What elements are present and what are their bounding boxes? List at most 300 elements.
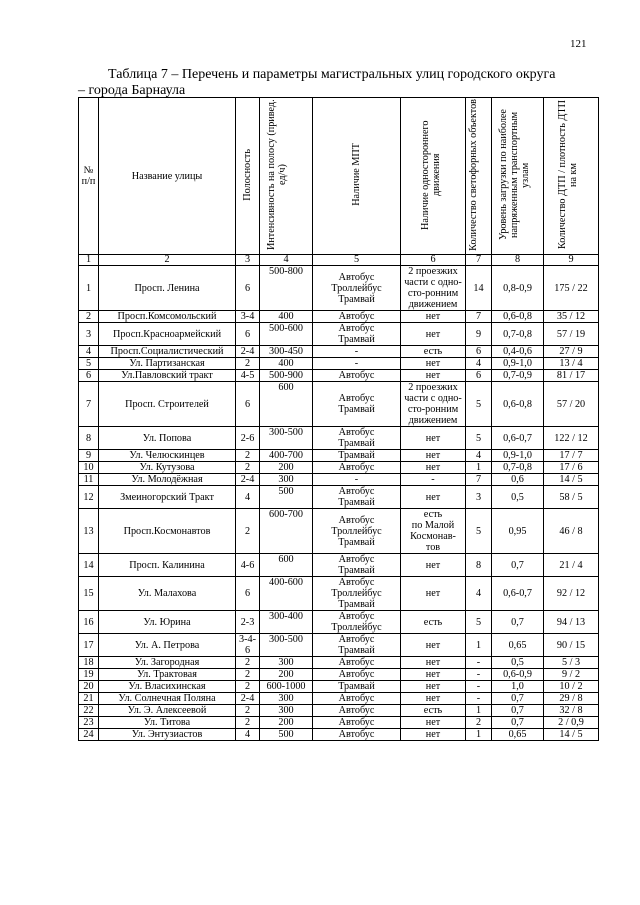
mpt-value-line: Автобус [338,693,375,704]
load-level-value: 0,7 [492,611,544,634]
mpt-value [313,681,401,693]
oneway-value [401,266,466,311]
intensity-value: 600 [260,382,313,427]
oneway-value [401,509,466,554]
intensity-value: 300 [260,705,313,717]
load-level-value: 0,7-0,8 [492,323,544,346]
oneway-value-line: нет [425,588,441,599]
mpt-value-line: Троллейбус [331,525,382,537]
lanes-value: 3-4 [236,311,260,323]
header-traffic-lights-label: Количество светофорных объектов [468,98,479,251]
lanes-value: 2-6 [236,427,260,450]
oneway-value-line: нет [425,639,441,651]
street-name: Ул. А. Петрова [99,634,236,657]
dtp-value: 58 / 5 [544,486,599,509]
oneway-value-line: 2 проезжих [408,382,458,393]
mpt-value-line: Троллейбус [331,622,382,633]
oneway-value-line: сто-ронним [407,288,459,299]
dtp-value: 10 / 2 [544,681,599,693]
mpt-value-line: Автобус [338,323,375,334]
oneway-value-line: нет [425,328,441,340]
row-number: 10 [79,462,99,474]
oneway-value-line: - [431,474,435,485]
oneway-value-line: нет [425,729,441,740]
oneway-value-line: нет [425,311,441,322]
dtp-value: 92 / 12 [544,577,599,611]
intensity-value: 300-500 [260,634,313,657]
header-dtp-label: Количество ДТП / плотность ДТП на км [557,100,579,249]
table-row [79,554,599,577]
load-level-value: 0,6-0,7 [492,577,544,611]
header-traffic-lights [466,98,492,255]
intensity-value: 400-600 [260,577,313,611]
table-row [79,450,599,462]
intensity-value: 500 [260,486,313,509]
traffic-lights-value: 2 [466,717,492,729]
oneway-value-line: нет [425,370,441,381]
street-name: Ул. Попова [99,427,236,450]
mpt-value-line: Трамвай [338,536,375,548]
lanes-value: 6 [236,382,260,427]
oneway-value [401,323,466,346]
load-level-value: 0,9-1,0 [492,358,544,370]
mpt-value [313,693,401,705]
mpt-value [313,346,401,358]
dtp-value: 27 / 9 [544,346,599,358]
oneway-value-line: нет [425,717,441,728]
mpt-value-line: Трамвай [338,645,375,656]
mpt-value [313,450,401,462]
load-level-value: 0,6-0,8 [492,382,544,427]
column-number: 6 [401,255,466,266]
mpt-value [313,509,401,554]
mpt-value-line: Автобус [338,577,375,588]
dtp-value: 175 / 22 [544,266,599,311]
mpt-value [313,729,401,741]
oneway-value-line: есть [423,509,443,520]
lanes-value: 6 [236,266,260,311]
dtp-value: 14 / 5 [544,729,599,741]
mpt-value [313,474,401,486]
header-oneway-label: Наличие одностороннего движения [420,119,442,230]
intensity-value: 600-700 [260,509,313,554]
street-name: Ул. Партизанская [99,358,236,370]
table-row [79,509,599,554]
oneway-value [401,681,466,693]
street-name: Ул. Загородная [99,657,236,669]
table-row [79,266,599,311]
mpt-value-line: Троллейбус [331,588,382,599]
lanes-value: 2 [236,681,260,693]
row-number: 16 [79,611,99,634]
table-row [79,705,599,717]
load-level-value: 0,65 [492,634,544,657]
oneway-value-line: нет [425,657,441,668]
row-number: 1 [79,266,99,311]
column-number: 9 [544,255,599,266]
table-row [79,657,599,669]
table-row [79,462,599,474]
oneway-value [401,634,466,657]
row-number: 7 [79,382,99,427]
row-number: 17 [79,634,99,657]
table-body [79,266,599,741]
lanes-value: 6 [236,577,260,611]
oneway-value-line: нет [425,681,441,692]
table-row [79,370,599,382]
column-number: 1 [79,255,99,266]
load-level-value: 0,9-1,0 [492,450,544,462]
oneway-value-line: есть [423,616,443,628]
street-name: Ул. Кутузова [99,462,236,474]
oneway-value-line: 2 проезжих [408,266,458,277]
lanes-value: 2-3 [236,611,260,634]
dtp-value: 2 / 0,9 [544,717,599,729]
street-name: Ул. Титова [99,717,236,729]
mpt-value-line: Трамвай [338,565,375,576]
dtp-value: 81 / 17 [544,370,599,382]
lanes-value: 2 [236,717,260,729]
load-level-value: 0,7-0,8 [492,462,544,474]
oneway-value [401,311,466,323]
lanes-value: 2-4 [236,693,260,705]
row-number: 22 [79,705,99,717]
row-number: 23 [79,717,99,729]
row-number: 13 [79,509,99,554]
intensity-value: 500-600 [260,323,313,346]
lanes-value: 6 [236,323,260,346]
mpt-value [313,382,401,427]
mpt-value [313,657,401,669]
mpt-value-line: Автобус [338,311,375,322]
traffic-lights-value: 7 [466,474,492,486]
table-row [79,323,599,346]
oneway-value-line: сто-ронним [407,404,459,415]
intensity-value: 400 [260,311,313,323]
lanes-value: 4-6 [236,554,260,577]
lanes-value: 3-4-6 [236,634,260,657]
table-row [79,634,599,657]
lanes-value: 4 [236,486,260,509]
intensity-value: 400 [260,358,313,370]
mpt-value-line: Трамвай [338,599,375,610]
load-level-value: 0,6-0,7 [492,427,544,450]
dtp-value: 14 / 5 [544,474,599,486]
mpt-value [313,370,401,382]
intensity-value: 600-1000 [260,681,313,693]
mpt-value-line: Автобус [338,634,375,645]
lanes-value: 2 [236,358,260,370]
load-level-value: 0,95 [492,509,544,554]
header-number-label: № п/п [81,165,96,187]
oneway-value [401,717,466,729]
mpt-value [313,717,401,729]
row-number: 15 [79,577,99,611]
title-line-1: Таблица 7 – Перечень и параметры магистральных улиц городского округа [108,67,556,82]
lanes-value: 2 [236,462,260,474]
mpt-value-line: Автобус [338,514,375,526]
column-number: 8 [492,255,544,266]
mpt-value-line: - [354,474,359,485]
mpt-value-line: Трамвай [338,450,375,461]
street-name: Просп. Строителей [99,382,236,427]
header-dtp [544,98,599,255]
oneway-value [401,705,466,717]
load-level-value: 0,65 [492,729,544,741]
street-name: Просп. Калинина [99,554,236,577]
dtp-value: 122 / 12 [544,427,599,450]
dtp-value: 21 / 4 [544,554,599,577]
oneway-value [401,346,466,358]
oneway-value-line: есть [423,346,443,357]
table-row [79,346,599,358]
street-name: Ул. Молодёжная [99,474,236,486]
mpt-value-line: Автобус [338,705,375,716]
lanes-value: 2-4 [236,474,260,486]
load-level-value: 0,7 [492,705,544,717]
oneway-value [401,729,466,741]
load-level-value: 0,7 [492,554,544,577]
oneway-value-line: есть [423,705,443,716]
mpt-value-line: - [354,346,359,357]
oneway-value [401,370,466,382]
street-name: Просп.Социалистический [99,346,236,358]
oneway-value-line: нет [425,450,441,461]
oneway-value-line: по Малой [411,520,455,531]
header-lanes [236,98,260,255]
street-name: Просп.Красноармейский [99,323,236,346]
header-oneway [401,98,466,255]
oneway-value [401,474,466,486]
mpt-value-line: Автобус [338,427,375,438]
header-intensity-label: Интенсивность на полосу (привед. ед/ч) [266,99,288,250]
header-load-level-label: Уровень загрузки по наиболее напряженным транспортным узлам [497,109,531,240]
mpt-value [313,427,401,450]
street-name: Просп.Космонавтов [99,509,236,554]
mpt-value-line: Автобус [338,393,375,404]
mpt-value-line: Автобус [338,717,375,728]
mpt-value-line: Автобус [338,271,375,283]
mpt-value [313,462,401,474]
header-lanes-label: Полосность [242,148,253,201]
load-level-value: 0,6-0,8 [492,311,544,323]
oneway-value [401,657,466,669]
mpt-value-line: Автобус [338,554,375,565]
traffic-lights-value: - [466,657,492,669]
row-number: 21 [79,693,99,705]
mpt-value-line: Трамвай [338,438,375,449]
mpt-value-line: Автобус [338,370,375,381]
column-number: 5 [313,255,401,266]
mpt-value [313,266,401,311]
lanes-value: 2 [236,657,260,669]
table-row [79,717,599,729]
oneway-value-line: Космонав- [410,531,456,542]
mpt-value [313,705,401,717]
table-row [79,693,599,705]
street-name: Просп. Ленина [99,266,236,311]
table-row [79,669,599,681]
oneway-value-line: нет [425,358,441,369]
traffic-lights-value: 3 [466,486,492,509]
table-row [79,358,599,370]
load-level-value: 0,5 [492,657,544,669]
table-title [78,67,598,99]
oneway-value [401,554,466,577]
intensity-value: 300 [260,657,313,669]
table-row [79,577,599,611]
traffic-lights-value: - [466,693,492,705]
intensity-value: 200 [260,462,313,474]
oneway-value [401,462,466,474]
dtp-value: 32 / 8 [544,705,599,717]
mpt-value [313,486,401,509]
street-name: Ул. Солнечная Поляна [99,693,236,705]
mpt-value-line: Трамвай [338,497,375,508]
row-number: 4 [79,346,99,358]
mpt-value [313,358,401,370]
dtp-value: 17 / 6 [544,462,599,474]
street-name: Ул. Челюскинцев [99,450,236,462]
lanes-value: 2 [236,450,260,462]
mpt-value-line: - [354,358,359,369]
mpt-value-line: Трамвай [338,404,375,415]
row-number: 11 [79,474,99,486]
intensity-value: 300-500 [260,427,313,450]
mpt-value-line: Автобус [338,462,375,473]
oneway-value-line: нет [425,491,441,503]
oneway-value [401,693,466,705]
dtp-value: 57 / 19 [544,323,599,346]
traffic-lights-value: 6 [466,346,492,358]
header-mpt-label: Наличие МПТ [351,143,362,206]
oneway-value-line: части с одно- [404,393,462,404]
street-name: Ул.Павловский тракт [99,370,236,382]
mpt-value [313,634,401,657]
oneway-value-line: нет [425,693,441,704]
oneway-value-line: движением [408,415,458,426]
traffic-lights-value: 5 [466,611,492,634]
load-level-value: 0,6 [492,474,544,486]
oneway-value [401,427,466,450]
column-number: 7 [466,255,492,266]
oneway-value [401,358,466,370]
mpt-value [313,311,401,323]
mpt-value [313,577,401,611]
row-number: 19 [79,669,99,681]
column-number: 2 [99,255,236,266]
street-name: Змеиногорский Тракт [99,486,236,509]
traffic-lights-value: - [466,681,492,693]
oneway-value-line: нет [425,669,441,680]
oneway-value [401,450,466,462]
mpt-value [313,554,401,577]
mpt-value-line: Трамвай [338,334,375,345]
traffic-lights-value: - [466,669,492,681]
traffic-lights-value: 5 [466,427,492,450]
intensity-value: 400-700 [260,450,313,462]
intensity-value: 600 [260,554,313,577]
table-row [79,311,599,323]
header-intensity [260,98,313,255]
traffic-lights-value: 9 [466,323,492,346]
header-mpt [313,98,401,255]
mpt-value [313,611,401,634]
lanes-value: 2 [236,669,260,681]
table-row [79,486,599,509]
lanes-value: 4-5 [236,370,260,382]
row-number: 14 [79,554,99,577]
table-row [79,729,599,741]
lanes-value: 2 [236,705,260,717]
traffic-lights-value: 14 [466,266,492,311]
street-name: Ул. Э. Алексеевой [99,705,236,717]
header-street-name [99,98,236,255]
mpt-value-line: Троллейбус [331,282,382,294]
row-number: 6 [79,370,99,382]
load-level-value: 0,5 [492,486,544,509]
title-line-2: – города Барнаула [78,83,186,98]
header-row [79,98,599,255]
dtp-value: 13 / 4 [544,358,599,370]
oneway-value-line: нет [425,432,441,444]
row-number: 12 [79,486,99,509]
load-level-value: 0,7-0,9 [492,370,544,382]
mpt-value-line: Автобус [338,669,375,680]
traffic-lights-value: 4 [466,577,492,611]
row-number: 20 [79,681,99,693]
street-name: Ул. Энтузиастов [99,729,236,741]
load-level-value: 0,6-0,9 [492,669,544,681]
column-numbers-row [79,255,599,266]
load-level-value: 0,7 [492,693,544,705]
table-row [79,611,599,634]
oneway-value [401,486,466,509]
load-level-value: 1,0 [492,681,544,693]
dtp-value: 90 / 15 [544,634,599,657]
mpt-value-line: Автобус [338,611,375,622]
oneway-value [401,669,466,681]
mpt-value-line: Трамвай [338,681,375,692]
row-number: 8 [79,427,99,450]
dtp-value: 57 / 20 [544,382,599,427]
intensity-value: 200 [260,669,313,681]
traffic-lights-value: 4 [466,358,492,370]
intensity-value: 300-400 [260,611,313,634]
traffic-lights-value: 5 [466,382,492,427]
street-name: Ул. Власихинская [99,681,236,693]
oneway-value [401,611,466,634]
traffic-lights-value: 4 [466,450,492,462]
mpt-value-line: Автобус [338,729,375,740]
column-number: 4 [260,255,313,266]
traffic-lights-value: 6 [466,370,492,382]
dtp-value: 9 / 2 [544,669,599,681]
oneway-value-line: движением [408,299,458,310]
oneway-value-line: нет [425,559,441,571]
row-number: 2 [79,311,99,323]
traffic-lights-value: 5 [466,509,492,554]
load-level-value: 0,7 [492,717,544,729]
table-row [79,427,599,450]
row-number: 18 [79,657,99,669]
table-row [79,474,599,486]
oneway-value [401,577,466,611]
traffic-lights-value: 1 [466,705,492,717]
header-street-name-label: Название улицы [131,170,203,182]
lanes-value: 2 [236,509,260,554]
intensity-value: 300 [260,693,313,705]
